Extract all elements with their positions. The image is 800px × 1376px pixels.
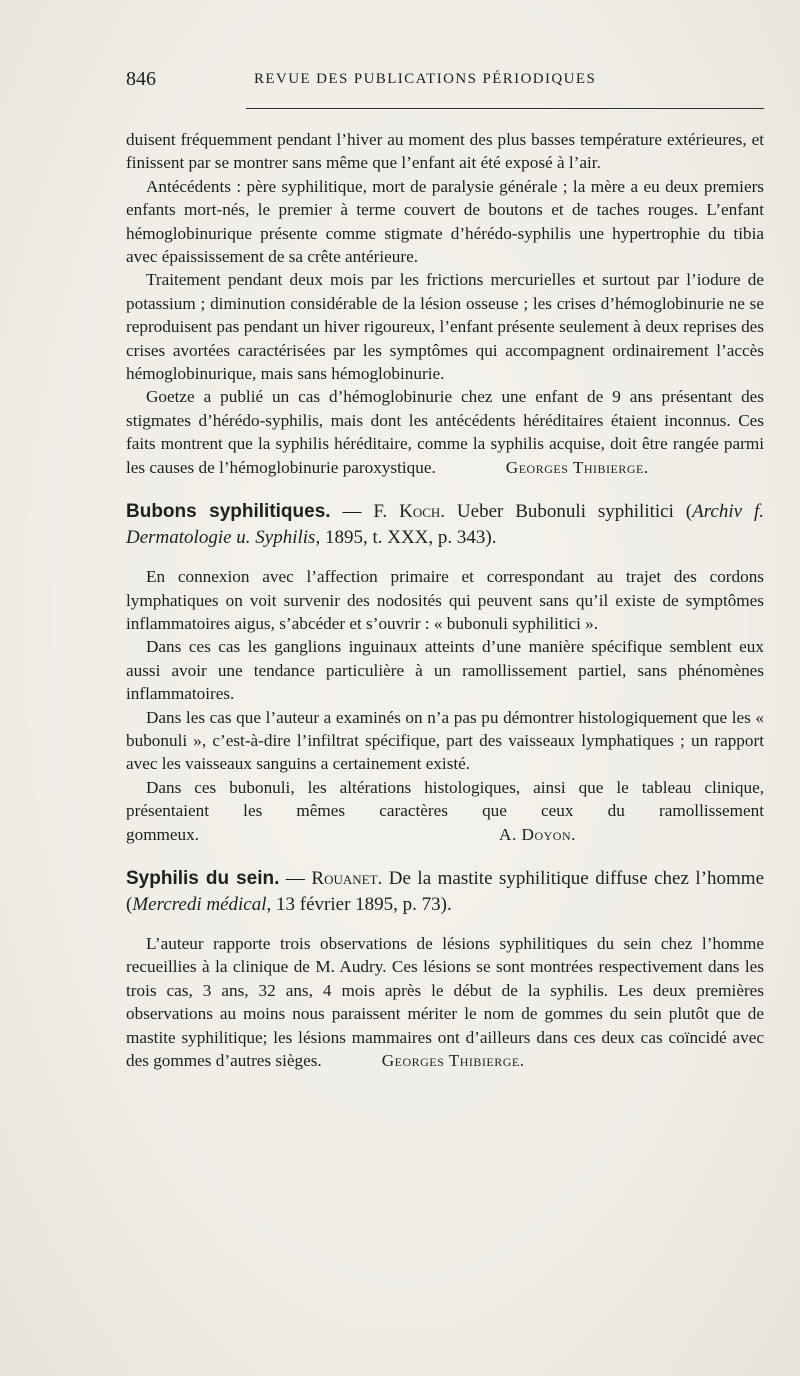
heading-lead: Syphilis du sein. [126,867,280,889]
signature: A. Doyon. [499,824,576,844]
header-rule [246,108,764,109]
signature: Georges Thibierge. [505,457,649,477]
running-title: REVUE DES PUBLICATIONS PÉRIODIQUES [254,71,597,87]
page-header [126,68,764,98]
heading-journal: Archiv f. Dermatologie u. Syphilis [126,501,765,549]
heading-ref: , 13 février 1895, p. 73). [266,893,452,915]
paragraph: Dans les cas que l’auteur a examinés on n’a pas pu démontrer histologiquement que les « bubonuli », c’est-à-dire l’infiltrat spécifique, part des vaisseaux lymphatiques ; un rapport avec les vaisseaux sanguins a certainement existé. [126,707,764,774]
paragraph-text: Goetze a publié un cas d’hémoglobinurie chez une enfant de 9 ans présentant des stigmates d’hérédo-syphilis, mais dont les antécédents héréditaires étaient inconnus. Ces faits montrent que la syphilis héréditaire, comme la syphilis acquise, doit être rangée parmi les causes de l’hémoglobinurie paroxystique. [126,387,764,477]
heading-journal: Mercredi médical [132,893,267,915]
paragraph: duisent fréquemment pendant l’hiver au moment des plus basses température extérieures, et finissent par se montrer sans même que l’enfant ait été exposé à l’air. [126,130,764,173]
page-number: 846 [126,68,156,90]
heading-dash: — F. [330,501,400,523]
body-text [126,128,764,1072]
heading-title: . Ueber Bubonuli syphilitici ( [440,501,693,523]
paragraph: En connexion avec l’affection primaire et correspondant au trajet des cordons lymphatiques on voit survenir des nodosités qui peuvent sans qu’il existe de symptômes inflammatoires aigus, s’abcéder et s’ouvrir : « bubonuli syphilitici ». [126,567,764,633]
heading-author: Rouanet [311,867,378,889]
paragraph: Dans ces cas les ganglions inguinaux atteints d’une manière spécifique semblent eux aussi avoir une tendance particulière à un ramollissement partiel, sans phénomènes inflammatoires. [126,637,764,704]
heading-ref: , 1895, t. XXX, p. 343). [315,527,497,549]
signature: Georges Thibierge. [381,1051,525,1070]
paragraph-text: L’auteur rapporte trois observations de lésions syphilitiques du sein chez l’homme recueillies à la clinique de M. Audry. Ces lésions se sont montrées respectivement dans les trois cas, 3 ans, 32 ans, 4 mois après le début de la syphilis. Les deux premières observations au moins nous paraissent mériter le nom de gommes du sein plutôt que de mastite syphilitique; les lésions mammaires ont d’ailleurs dans ces deux cas coïncidé avec des gommes d’autres sièges. [126,933,764,1070]
heading-title: . De la mastite syphilitique diffuse chez l’homme ( [126,867,765,915]
heading-dash: — [279,867,312,889]
article-heading [126,499,764,551]
paragraph: Antécédents : père syphilitique, mort de paralysie générale ; la mère a eu deux premiers enfants mort-nés, le premier à terme couvert de boutons et de taches rouges. L’enfant hémoglobinurique présente comme stigmate d’hérédo-syphilis une hypertrophie du tibia avec épaississement de sa crête antérieure. [126,176,764,267]
heading-author: Koch [399,501,441,523]
paragraph [126,776,764,846]
heading-lead: Bubons syphilitiques. [126,501,331,523]
article-heading [126,866,764,918]
paragraph [126,385,764,479]
paragraph-text: Dans ces bubonuli, les altérations histologiques, ainsi que le tableau clinique, présentaient les mêmes caractères que ceux du ramollissement gommeux. [126,777,764,844]
paragraph [126,932,764,1072]
paragraph: Traitement pendant deux mois par les frictions mercurielles et surtout par l’iodure de potassium ; diminution considérable de la lésion osseuse ; les crises d’hémoglobinurie ne se reproduisent pas pendant un hiver rigoureux, l’enfant présente seulement à deux reprises des crises avortées caractérisées par les symptômes qui accompagnent ordinairement l’accès hémoglobinurique, mais sans hémoglobinurie. [126,270,764,384]
